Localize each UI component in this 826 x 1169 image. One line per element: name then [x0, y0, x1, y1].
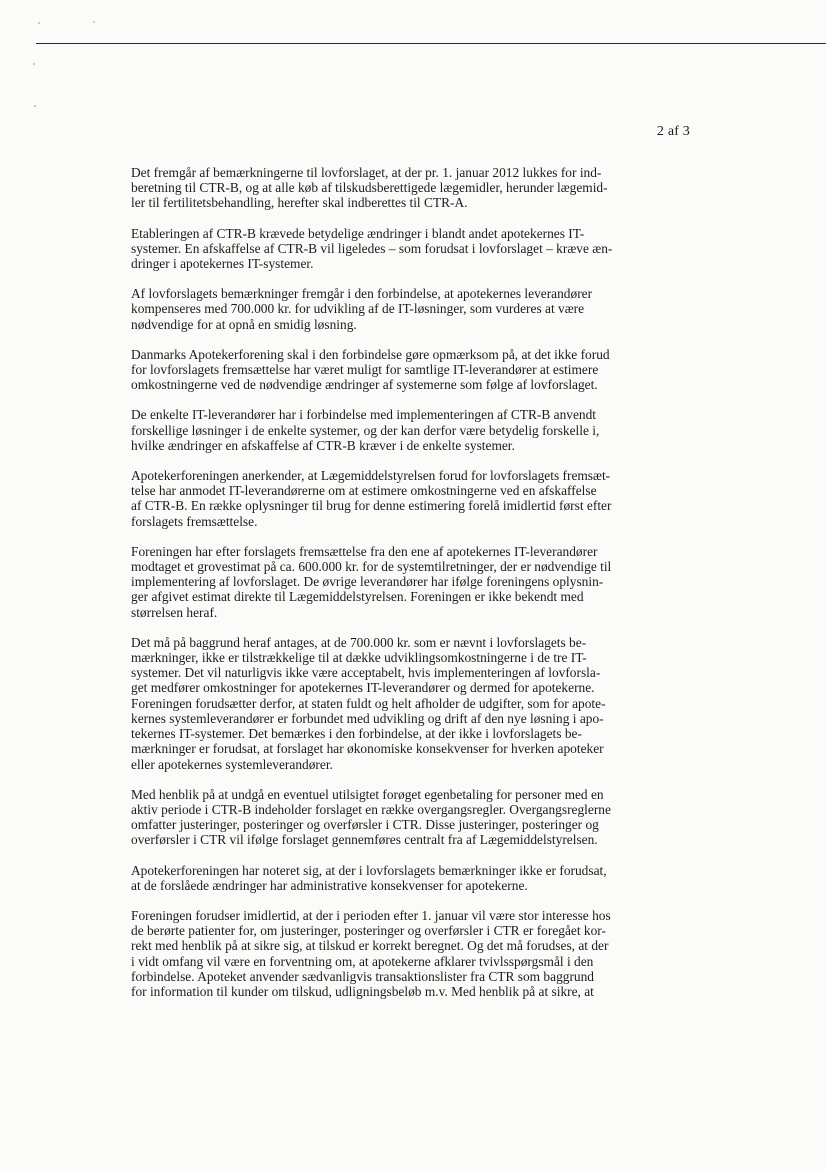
paragraph: Af lovforslagets bemærkninger fremgår i den forbindelse, at apotekernes leverandører kompenseres med 700.000 kr. for udvikling af de IT-løsninger, som vurderes at være nødvendige for at opnå en smidig løsning.: [131, 286, 593, 332]
paragraph: Det må på baggrund heraf antages, at de 700.000 kr. som er nævnt i lovforslagets be- mærkninger, ikke er tilstrækkelige til at dække udviklingsomkostningerne i de tre IT- systemer. Det vil naturligvis ikke være acceptabelt, hvis implementeringen af lovforsla- get medfører omkostninger for apotekernes IT-leverandører og dermed for apotekerne. Foreningen forudsætter derfor, at staten fuldt og helt afholder de udgifter, som for apote- kernes systemleverandører er forbundet med udvikling og drift af den nye løsning i apo- tekernes IT-systemer. Det bemærkes i den forbindelse, at der ikke i lovforslagets be- mærkninger er forudsat, at forslaget har økonomiske konsekvenser for hverken apoteker eller apotekernes systemleverandører.: [131, 634, 606, 772]
paragraph: Danmarks Apotekerforening skal i den forbindelse gøre opmærksom på, at det ikke forud for lovforslagets fremsættelse har været muligt for samtlige IT-leverandører at estimere omkostningerne ved de nødvendige ændringer af systemerne som følge af lovforslaget.: [131, 346, 610, 393]
paragraph: Apotekerforeningen har noteret sig, at der i lovforslagets bemærkninger ikke er forudsat, at de forslåede ændringer har administrative konsekvenser for apotekerne.: [131, 862, 607, 893]
paragraph: Det fremgår af bemærkningerne til lovforslaget, at der pr. 1. januar 2012 lukkes for ind- beretning til CTR-B, og at alle køb af tilskudsberettigede lægemidler, herunder lægemid- ler til fertilitetsbehandling, herefter skal indberettes til CTR-A.: [131, 165, 608, 211]
scan-speck: [34, 105, 36, 107]
scan-speck: [33, 63, 35, 65]
letter-body: [131, 165, 688, 1014]
paragraph: Foreningen forudser imidlertid, at der i perioden efter 1. januar vil være stor interesse hos de berørte patienter for, om justeringer, posteringer og overførsler i CTR er foregået kor- rekt med henblik på at sikre sig, at tilskud er korrekt beregnet. Og det må forudses, at der i vidt omfang vil være en forventning om, at apotekerne afklarer tvivlsspørgsmål i den forbindelse. Apoteket anvender sædvanligvis transaktionslister fra CTR som baggrund for information til kunder om tilskud, udligningsbeløb m.v. Med henblik på at sikre, at: [131, 907, 611, 999]
scan-speck: [93, 21, 95, 23]
paragraph: De enkelte IT-leverandører har i forbindelse med implementeringen af CTR-B anvendt forskellige løsninger i de enkelte systemer, og der kan derfor være betydelig forskelle i, hvilke ændringer en afskaffelse af CTR-B kræver i de enkelte systemer.: [131, 407, 600, 453]
page-number: 2 af 3: [656, 124, 690, 139]
header-rule: [36, 43, 826, 44]
paragraph: Apotekerforeningen anerkender, at Lægemiddelstyrelsen forud for lovforslagets fremsæt- telse har anmodet IT-leverandørerne om at estimere omkostningerne ved en afskaffelse af CTR-B. En række oplysninger til brug for denne estimering forelå imidlertid først efter forslagets fremsættelse.: [131, 468, 612, 529]
paragraph: Etableringen af CTR-B krævede betydelige ændringer i blandt andet apotekernes IT- systemer. En afskaffelse af CTR-B vil ligeledes – som forudsat i lovforslaget – kræve æn- dringer i apotekernes IT-systemer.: [131, 225, 613, 272]
paragraph: Foreningen har efter forslagets fremsættelse fra den ene af apotekernes IT-leverandører modtaget et grovestimat på ca. 600.000 kr. for de systemtilretninger, der er nødvendige til implementering af lovforslaget. De øvrige leverandører har ifølge foreningens oplysnin- ger afgivet estimat direkte til Lægemiddelstyrelsen. Foreningen er ikke bekendt med størrelsen heraf.: [131, 543, 612, 620]
scan-speck: [38, 22, 40, 24]
paragraph: Med henblik på at undgå en eventuel utilsigtet forøget egenbetaling for personer med en aktiv periode i CTR-B indeholder forslaget en række overgangsregler. Overgangsreglerne omfatter justeringer, posteringer og overførsler i CTR. Disse justeringer, posteringer og overførsler i CTR vil ifølge forslaget gennemføres centralt fra af Lægemiddelstyrelsen.: [131, 786, 611, 848]
